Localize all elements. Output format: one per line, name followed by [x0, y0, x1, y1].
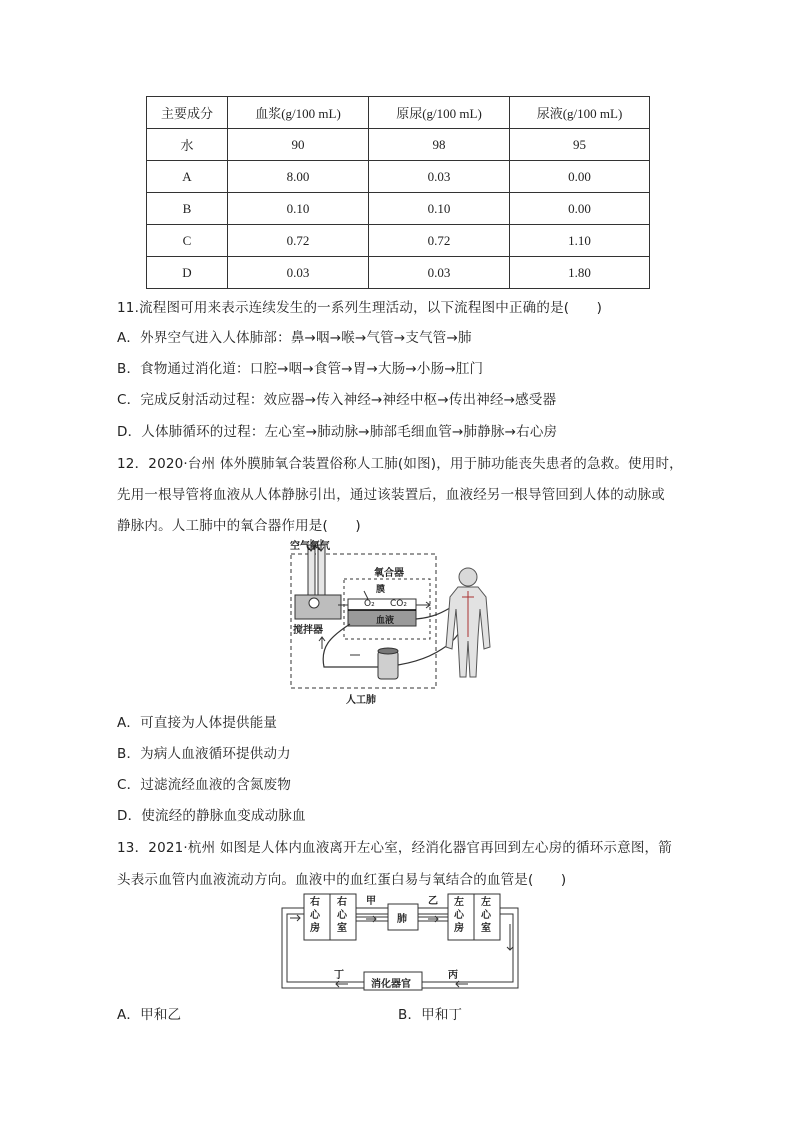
membrane-label: 膜 [376, 585, 386, 595]
table-row [147, 257, 650, 289]
table-cell: 1.10 [510, 225, 650, 257]
left-atrium-label: 左 心 房 [454, 897, 464, 934]
digestive-organ-label: 消化器官 [371, 979, 411, 990]
table-header-cell: 原尿(g/100 mL) [369, 97, 510, 129]
blood-label: 血液 [376, 616, 395, 626]
circulation-figure [278, 890, 522, 992]
air-oxygen-label: 空气氧气 [290, 541, 330, 552]
q13-option-a: A．甲和乙 [117, 1007, 182, 1023]
table-cell: 0.10 [228, 193, 369, 225]
table-cell: 0.72 [369, 225, 510, 257]
right-ventricle-label: 右 心 室 [337, 897, 347, 934]
q12-stem-line-1: 12．2020·台州 体外膜肺氧合装置俗称人工肺(如图)，用于肺功能丧失患者的急救。使用时， [117, 456, 683, 472]
table-cell: 0.72 [228, 225, 369, 257]
oxygenator-label: 氧合器 [374, 568, 404, 579]
vessel-bing-label: 丙 [448, 970, 458, 981]
table-header-cell: 主要成分 [147, 97, 228, 129]
q11-stem: 11.流程图可用来表示连续发生的一系列生理活动，以下流程图中正确的是( ) [117, 300, 603, 316]
table-row [147, 161, 650, 193]
table-cell: D [147, 257, 228, 289]
vessel-ding-label: 丁 [334, 970, 344, 981]
artificial-lung-figure [290, 537, 510, 707]
table-cell: A [147, 161, 228, 193]
q13-stem-line-1: 13．2021·杭州 如图是人体内血液离开左心室，经消化器官再回到左心房的循环示意图，箭 [117, 840, 672, 856]
table-cell: 95 [510, 129, 650, 161]
q11-option-a: A．外界空气进入人体肺部：鼻→咽→喉→气管→支气管→肺 [117, 330, 472, 346]
stirrer-label: 搅拌器 [293, 625, 323, 636]
table-cell: 水 [147, 129, 228, 161]
q12-option-b: B．为病人血液循环提供动力 [117, 746, 291, 762]
vessel-jia-label: 甲 [366, 896, 376, 907]
table-cell: 0.00 [510, 193, 650, 225]
q13-option-b: B．甲和丁 [398, 1007, 463, 1023]
artificial-lung-caption: 人工肺 [346, 695, 376, 706]
q12-option-a: A．可直接为人体提供能量 [117, 715, 278, 731]
table-header-row [147, 97, 650, 129]
table-cell: 90 [228, 129, 369, 161]
lung-label: 肺 [397, 914, 407, 925]
q12-stem-line-3: 静脉内。人工肺中的氧合器作用是( ) [117, 518, 361, 534]
q11-option-c: C．完成反射活动过程：效应器→传入神经→神经中枢→传出神经→感受器 [117, 392, 557, 408]
vessel-yi-label: 乙 [428, 896, 438, 907]
co2-label: CO₂ [390, 599, 407, 609]
table-header-cell: 血浆(g/100 mL) [228, 97, 369, 129]
q12-option-c: C．过滤流经血液的含氮废物 [117, 777, 292, 793]
table-cell: 8.00 [228, 161, 369, 193]
q13-stem-line-2: 头表示血管内血液流动方向。血液中的血红蛋白易与氧结合的血管是( ) [117, 872, 567, 888]
table-cell: 0.03 [228, 257, 369, 289]
table-cell: 0.03 [369, 161, 510, 193]
table-cell: B [147, 193, 228, 225]
table-header-cell: 尿液(g/100 mL) [510, 97, 650, 129]
table-cell: 1.80 [510, 257, 650, 289]
table-cell: C [147, 225, 228, 257]
table-row [147, 193, 650, 225]
table-cell: 98 [369, 129, 510, 161]
q11-option-d: D．人体肺循环的过程：左心室→肺动脉→肺部毛细血管→肺静脉→右心房 [117, 424, 558, 440]
right-atrium-label: 右 心 房 [310, 897, 320, 934]
table-cell: 0.10 [369, 193, 510, 225]
q12-stem-line-2: 先用一根导管将血液从人体静脉引出，通过该装置后，血液经另一根导管回到人体的动脉或 [117, 487, 665, 503]
left-ventricle-label: 左 心 室 [481, 897, 491, 934]
q12-option-d: D．使流经的静脉血变成动脉血 [117, 808, 306, 824]
table-row [147, 225, 650, 257]
human-body-icon [446, 568, 490, 677]
q11-option-b: B．食物通过消化道：口腔→咽→食管→胃→大肠→小肠→肛门 [117, 361, 484, 377]
table-cell: 0.00 [510, 161, 650, 193]
table-row [147, 129, 650, 161]
components-table [146, 96, 650, 289]
o2-label: O₂ [364, 599, 375, 609]
table-cell: 0.03 [369, 257, 510, 289]
artificial-lung-diagram [290, 537, 510, 707]
